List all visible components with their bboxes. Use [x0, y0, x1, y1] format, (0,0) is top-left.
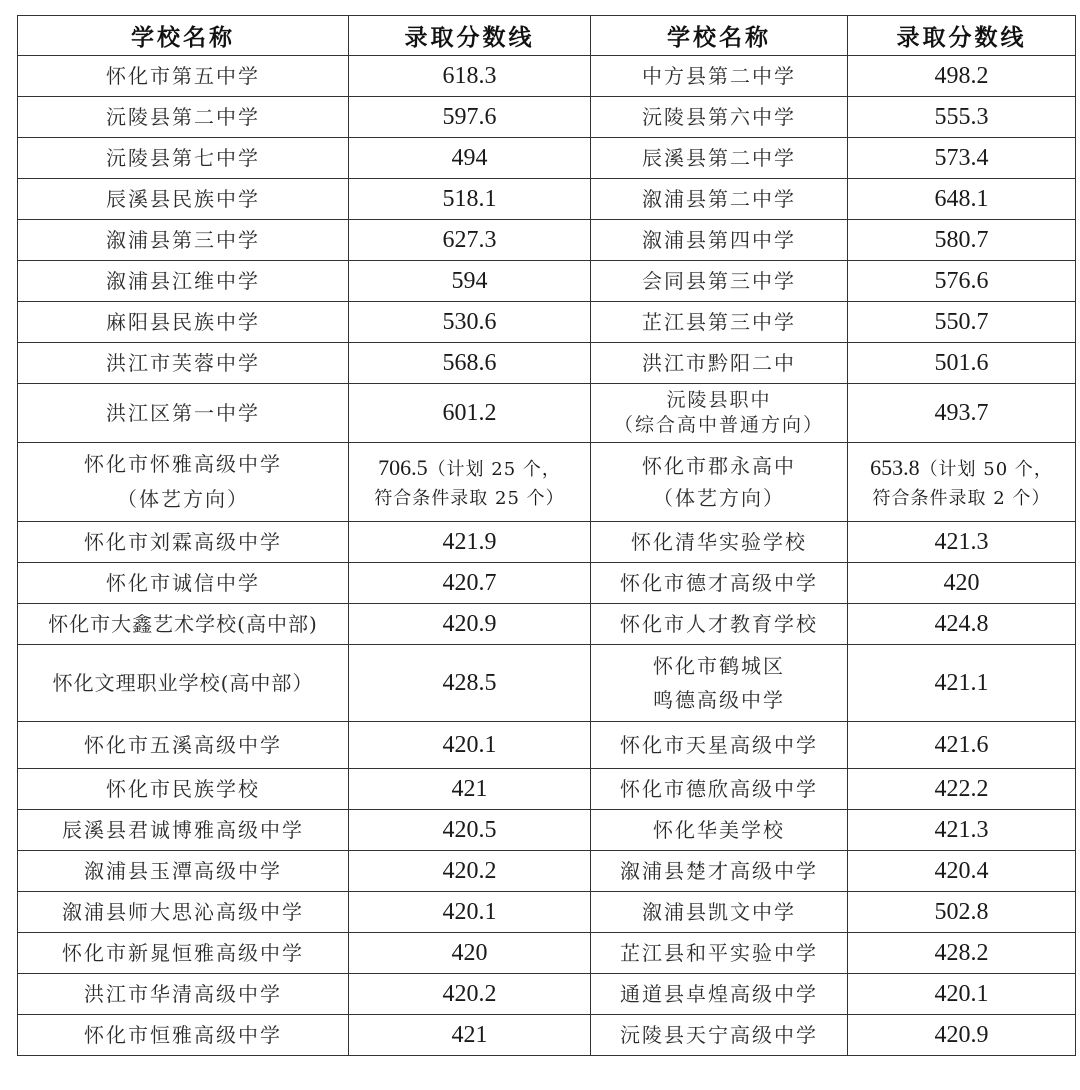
school-name-cell: 溆浦县玉潭高级中学 — [18, 851, 349, 892]
table-row — [18, 892, 1076, 933]
school-name-cell: 麻阳县民族中学 — [18, 302, 349, 343]
table-row — [18, 769, 1076, 810]
score-cell: 498.2 — [848, 56, 1076, 97]
score-cell: 493.7 — [848, 384, 1076, 443]
table-row — [18, 851, 1076, 892]
score-cell: 421.9 — [349, 522, 591, 563]
score-cell: 424.8 — [848, 604, 1076, 645]
table-row — [18, 56, 1076, 97]
score-cell: 618.3 — [349, 56, 591, 97]
school-name-line: （综合高中普通方向） — [613, 414, 824, 436]
score-cell: 421.3 — [848, 522, 1076, 563]
school-name-cell — [591, 384, 848, 443]
table-row — [18, 443, 1076, 522]
school-name-cell: 溆浦县第三中学 — [18, 220, 349, 261]
school-name-cell: 沅陵县天宁高级中学 — [591, 1015, 848, 1056]
score-cell: 422.2 — [848, 769, 1076, 810]
school-name-cell: 沅陵县第七中学 — [18, 138, 349, 179]
school-name-cell: 芷江县和平实验中学 — [591, 933, 848, 974]
score-cell: 576.6 — [848, 261, 1076, 302]
score-value: 706.5 — [378, 455, 428, 480]
table-row — [18, 384, 1076, 443]
score-cell: 568.6 — [349, 343, 591, 384]
score-cell: 421.1 — [848, 645, 1076, 722]
school-name-cell — [591, 645, 848, 722]
school-name-cell: 怀化市人才教育学校 — [591, 604, 848, 645]
school-name-cell: 溆浦县凯文中学 — [591, 892, 848, 933]
score-cell: 502.8 — [848, 892, 1076, 933]
table-row — [18, 974, 1076, 1015]
school-name-cell: 沅陵县第六中学 — [591, 97, 848, 138]
school-name-cell: 辰溪县民族中学 — [18, 179, 349, 220]
school-name-cell: 洪江市华清高级中学 — [18, 974, 349, 1015]
score-note-cell — [848, 443, 1076, 522]
score-cell: 573.4 — [848, 138, 1076, 179]
score-cell: 420.1 — [349, 892, 591, 933]
score-cell: 420.9 — [848, 1015, 1076, 1056]
score-note: （计划 50 个， — [919, 459, 1053, 480]
school-name-cell: 会同县第三中学 — [591, 261, 848, 302]
school-name-cell: 怀化市德欣高级中学 — [591, 769, 848, 810]
table-row — [18, 722, 1076, 769]
score-note: （计划 25 个， — [427, 459, 561, 480]
score-cell: 428.2 — [848, 933, 1076, 974]
school-name-cell: 溆浦县江维中学 — [18, 261, 349, 302]
header-school-left: 学校名称 — [18, 16, 349, 56]
school-name-cell: 怀化市德才高级中学 — [591, 563, 848, 604]
table-row — [18, 261, 1076, 302]
school-name-cell: 怀化市民族学校 — [18, 769, 349, 810]
score-cell: 555.3 — [848, 97, 1076, 138]
school-name-cell: 怀化市诚信中学 — [18, 563, 349, 604]
admission-score-table-container — [17, 15, 1075, 1056]
header-score-left: 录取分数线 — [349, 16, 591, 56]
header-score-right: 录取分数线 — [848, 16, 1076, 56]
school-name-cell: 怀化市大鑫艺术学校(高中部) — [18, 604, 349, 645]
school-name-cell: 怀化华美学校 — [591, 810, 848, 851]
score-cell: 530.6 — [349, 302, 591, 343]
score-cell: 421 — [349, 1015, 591, 1056]
school-name-cell: 洪江区第一中学 — [18, 384, 349, 443]
school-name-cell: 怀化市五溪高级中学 — [18, 722, 349, 769]
table-row — [18, 933, 1076, 974]
score-cell: 518.1 — [349, 179, 591, 220]
table-row — [18, 138, 1076, 179]
score-note-line — [349, 451, 590, 485]
score-value: 653.8 — [870, 455, 920, 480]
school-name-cell: 芷江县第三中学 — [591, 302, 848, 343]
score-cell: 648.1 — [848, 179, 1076, 220]
school-name-cell: 怀化市恒雅高级中学 — [18, 1015, 349, 1056]
score-cell: 494 — [349, 138, 591, 179]
school-name-cell: 怀化市新晁恒雅高级中学 — [18, 933, 349, 974]
table-row — [18, 1015, 1076, 1056]
score-cell: 420.1 — [848, 974, 1076, 1015]
school-name-cell: 怀化市天星高级中学 — [591, 722, 848, 769]
school-name-cell: 溆浦县第四中学 — [591, 220, 848, 261]
table-row — [18, 343, 1076, 384]
score-cell: 501.6 — [848, 343, 1076, 384]
score-cell: 627.3 — [349, 220, 591, 261]
school-name-cell: 怀化清华实验学校 — [591, 522, 848, 563]
school-name-cell: 怀化市刘霖高级中学 — [18, 522, 349, 563]
school-name-line: （体艺方向） — [653, 486, 785, 510]
header-school-right: 学校名称 — [591, 16, 848, 56]
score-cell: 421.6 — [848, 722, 1076, 769]
school-name-cell: 辰溪县君诚博雅高级中学 — [18, 810, 349, 851]
score-note-line — [848, 451, 1075, 485]
score-cell: 421 — [349, 769, 591, 810]
score-cell: 594 — [349, 261, 591, 302]
admission-score-table — [17, 15, 1076, 1056]
table-row — [18, 563, 1076, 604]
header-row — [18, 16, 1076, 56]
score-cell: 420.4 — [848, 851, 1076, 892]
table-row — [18, 302, 1076, 343]
table-row — [18, 220, 1076, 261]
school-name-cell: 溆浦县第二中学 — [591, 179, 848, 220]
score-cell: 580.7 — [848, 220, 1076, 261]
score-cell: 428.5 — [349, 645, 591, 722]
school-name-line: 沅陵县职中 — [666, 389, 772, 412]
score-cell: 420 — [349, 933, 591, 974]
school-name-line: 鸣德高级中学 — [653, 688, 785, 712]
school-name-cell: 洪江市黔阳二中 — [591, 343, 848, 384]
school-name-line: 怀化市郡永高中 — [642, 454, 796, 478]
school-name-cell: 怀化市第五中学 — [18, 56, 349, 97]
score-cell: 420.1 — [349, 722, 591, 769]
table-row — [18, 604, 1076, 645]
score-note-line: 符合条件录取 2 个） — [872, 488, 1051, 510]
school-name-cell: 溆浦县师大思沁高级中学 — [18, 892, 349, 933]
school-name-cell: 怀化文理职业学校(高中部） — [18, 645, 349, 722]
school-name-line: 怀化市鹤城区 — [653, 654, 785, 678]
score-note-line: 符合条件录取 25 个） — [374, 488, 565, 510]
school-name-cell: 溆浦县楚才高级中学 — [591, 851, 848, 892]
school-name-cell — [591, 443, 848, 522]
school-name-cell: 沅陵县第二中学 — [18, 97, 349, 138]
table-row — [18, 97, 1076, 138]
score-cell: 421.3 — [848, 810, 1076, 851]
school-name-cell — [18, 443, 349, 522]
school-name-line: 怀化市怀雅高级中学 — [84, 452, 282, 476]
score-cell: 550.7 — [848, 302, 1076, 343]
table-row — [18, 810, 1076, 851]
table-row — [18, 179, 1076, 220]
school-name-cell: 洪江市芙蓉中学 — [18, 343, 349, 384]
school-name-line: （体艺方向） — [117, 487, 249, 511]
school-name-cell: 中方县第二中学 — [591, 56, 848, 97]
score-cell: 601.2 — [349, 384, 591, 443]
score-cell: 420.5 — [349, 810, 591, 851]
school-name-cell: 通道县卓煌高级中学 — [591, 974, 848, 1015]
table-row — [18, 522, 1076, 563]
score-cell: 420 — [848, 563, 1076, 604]
table-row — [18, 645, 1076, 722]
score-cell: 420.2 — [349, 974, 591, 1015]
school-name-cell: 辰溪县第二中学 — [591, 138, 848, 179]
score-cell: 420.9 — [349, 604, 591, 645]
score-cell: 597.6 — [349, 97, 591, 138]
score-note-cell — [349, 443, 591, 522]
score-cell: 420.7 — [349, 563, 591, 604]
score-cell: 420.2 — [349, 851, 591, 892]
